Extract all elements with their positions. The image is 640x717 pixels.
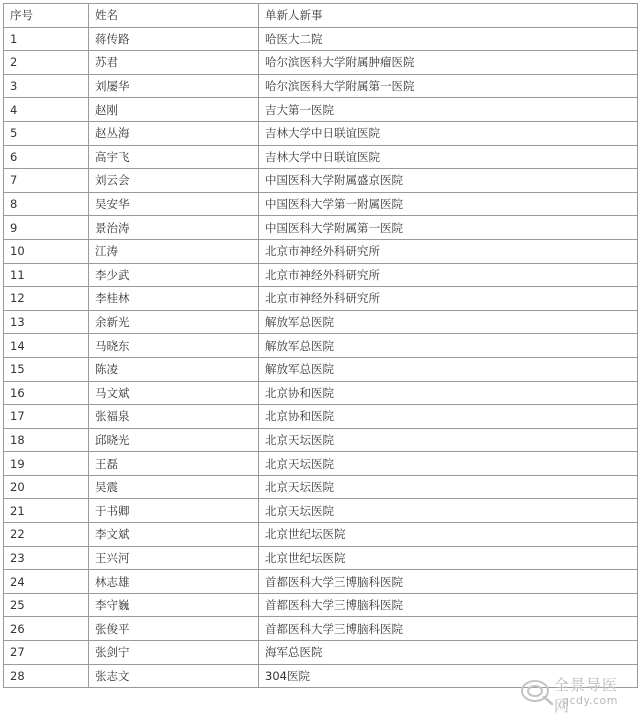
doctor-name: 吴安华: [89, 192, 259, 216]
table-row: [4, 239, 638, 263]
row-index: 2: [4, 51, 89, 75]
doctor-name: 蒋传路: [89, 27, 259, 51]
table-row: [4, 475, 638, 499]
table-row: [4, 593, 638, 617]
row-index: 21: [4, 499, 89, 523]
table-row: [4, 381, 638, 405]
doctor-name: 王兴河: [89, 546, 259, 570]
table-row: [4, 145, 638, 169]
table-row: [4, 169, 638, 193]
institution: 哈尔滨医科大学附属肿瘤医院: [259, 51, 638, 75]
row-index: 5: [4, 121, 89, 145]
row-index: 10: [4, 239, 89, 263]
row-index: 27: [4, 641, 89, 665]
table-row: [4, 310, 638, 334]
row-index: 23: [4, 546, 89, 570]
institution: 中国医科大学附属盛京医院: [259, 169, 638, 193]
doctor-name: 赵丛海: [89, 121, 259, 145]
doctor-name: 刘云会: [89, 169, 259, 193]
row-index: 11: [4, 263, 89, 287]
table-row: [4, 263, 638, 287]
table-row: [4, 121, 638, 145]
row-index: 3: [4, 74, 89, 98]
table-row: [4, 523, 638, 547]
table-row: [4, 405, 638, 429]
row-index: 8: [4, 192, 89, 216]
row-index: 14: [4, 334, 89, 358]
table-body: [4, 27, 638, 688]
institution: 北京世纪坛医院: [259, 523, 638, 547]
doctor-name: 张剑宁: [89, 641, 259, 665]
institution: 哈尔滨医科大学附属第一医院: [259, 74, 638, 98]
doctor-name: 李守巍: [89, 593, 259, 617]
institution: 首都医科大学三博脑科医院: [259, 570, 638, 594]
doctor-name: 陈凌: [89, 357, 259, 381]
doctor-name: 刘屡华: [89, 74, 259, 98]
row-index: 24: [4, 570, 89, 594]
institution: 吉林大学中日联谊医院: [259, 145, 638, 169]
row-index: 18: [4, 428, 89, 452]
doctor-name: 赵刚: [89, 98, 259, 122]
row-index: 12: [4, 287, 89, 311]
doctor-name: 邱晓光: [89, 428, 259, 452]
table-header: [4, 4, 638, 28]
row-index: 6: [4, 145, 89, 169]
row-index: 28: [4, 664, 89, 688]
doctor-name: 李文斌: [89, 523, 259, 547]
institution: 北京协和医院: [259, 381, 638, 405]
table-row: [4, 74, 638, 98]
header-name: 姓名: [89, 4, 259, 28]
doctor-name: 张俊平: [89, 617, 259, 641]
institution: 304医院: [259, 664, 638, 688]
table-row: [4, 192, 638, 216]
doctor-name: 张福泉: [89, 405, 259, 429]
institution: 海军总医院: [259, 641, 638, 665]
institution: 中国医科大学附属第一医院: [259, 216, 638, 240]
table-row: [4, 357, 638, 381]
table-row: [4, 27, 638, 51]
roster-table: [3, 3, 638, 688]
row-index: 4: [4, 98, 89, 122]
institution: 北京市神经外科研究所: [259, 239, 638, 263]
header-index: 序号: [4, 4, 89, 28]
doctor-name: 王磊: [89, 452, 259, 476]
institution: 首都医科大学三博脑科医院: [259, 593, 638, 617]
header-institution: 单新人新事: [259, 4, 638, 28]
doctor-name: 景治涛: [89, 216, 259, 240]
doctor-name: 李桂林: [89, 287, 259, 311]
table-row: [4, 216, 638, 240]
doctor-name: 高宇飞: [89, 145, 259, 169]
institution: 北京协和医院: [259, 405, 638, 429]
row-index: 1: [4, 27, 89, 51]
table-row: [4, 452, 638, 476]
row-index: 20: [4, 475, 89, 499]
institution: 北京天坛医院: [259, 452, 638, 476]
doctor-name: 林志雄: [89, 570, 259, 594]
institution: 北京天坛医院: [259, 428, 638, 452]
watermark-name: 全景导医网: [554, 676, 619, 715]
row-index: 7: [4, 169, 89, 193]
row-index: 26: [4, 617, 89, 641]
row-index: 17: [4, 405, 89, 429]
doctor-name: 余新光: [89, 310, 259, 334]
watermark-url: qcdy.com: [562, 694, 618, 707]
doctor-name: 李少武: [89, 263, 259, 287]
institution: 解放军总医院: [259, 310, 638, 334]
table-row: [4, 641, 638, 665]
doctor-name: 江涛: [89, 239, 259, 263]
doctor-name: 马文斌: [89, 381, 259, 405]
institution: 北京世纪坛医院: [259, 546, 638, 570]
table-row: [4, 51, 638, 75]
institution: 解放军总医院: [259, 357, 638, 381]
institution: 吉林大学中日联谊医院: [259, 121, 638, 145]
row-index: 16: [4, 381, 89, 405]
row-index: 19: [4, 452, 89, 476]
institution: 中国医科大学第一附属医院: [259, 192, 638, 216]
table-row: [4, 617, 638, 641]
doctor-name: 吴震: [89, 475, 259, 499]
institution: 北京市神经外科研究所: [259, 263, 638, 287]
institution: 解放军总医院: [259, 334, 638, 358]
doctor-name: 张志文: [89, 664, 259, 688]
institution: 北京天坛医院: [259, 475, 638, 499]
institution: 哈医大二院: [259, 27, 638, 51]
row-index: 15: [4, 357, 89, 381]
doctor-name: 苏君: [89, 51, 259, 75]
header-row: [4, 4, 638, 28]
table-row: [4, 499, 638, 523]
row-index: 9: [4, 216, 89, 240]
row-index: 25: [4, 593, 89, 617]
table-row: [4, 334, 638, 358]
doctor-name: 马晓东: [89, 334, 259, 358]
doctor-name: 于书卿: [89, 499, 259, 523]
table-row: [4, 428, 638, 452]
table-row: [4, 98, 638, 122]
row-index: 22: [4, 523, 89, 547]
table-row: [4, 570, 638, 594]
row-index: 13: [4, 310, 89, 334]
institution: 北京天坛医院: [259, 499, 638, 523]
table-row: [4, 287, 638, 311]
table-row: [4, 546, 638, 570]
institution: 北京市神经外科研究所: [259, 287, 638, 311]
institution: 首都医科大学三博脑科医院: [259, 617, 638, 641]
table-row: [4, 664, 638, 688]
institution: 吉大第一医院: [259, 98, 638, 122]
